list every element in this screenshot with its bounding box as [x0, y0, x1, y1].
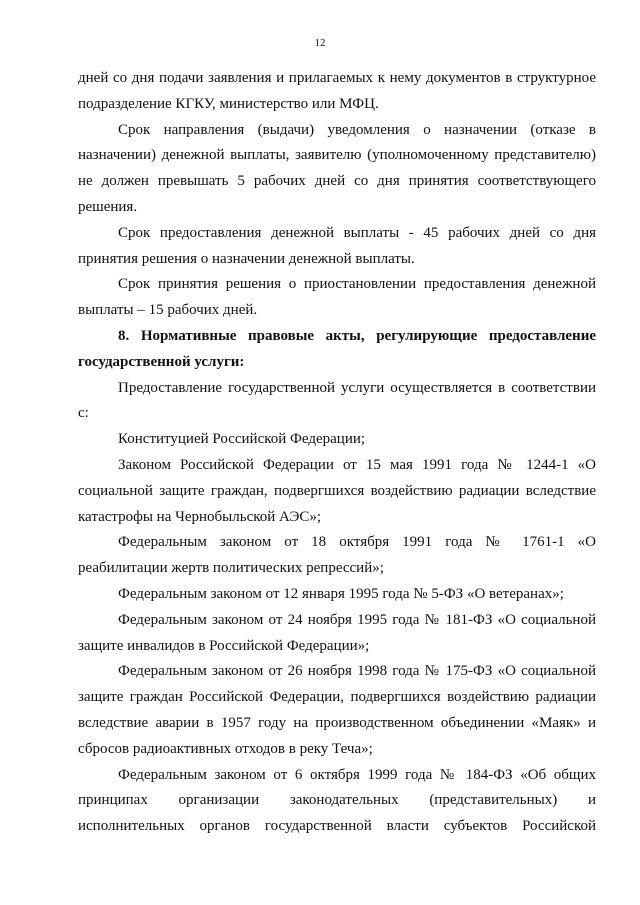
- paragraph-provided-according: Предоставление государственной услуги осуществляется в соответствии с:: [78, 379, 596, 422]
- list-item-law-1244-1: Законом Российской Федерации от 15 мая 1991 года № 1244-1 «О социальной защите граждан, подвергшихся воздействию радиации вследствие катастрофы на Чернобыльской АЭС»;: [78, 456, 596, 525]
- list-item-law-5-fz: Федеральным законом от 12 января 1995 года № 5-ФЗ «О ветеранах»;: [118, 585, 564, 602]
- paragraph-suspension-deadline: Срок принятия решения о приостановлении предоставления денежной выплаты – 15 рабочих дней.: [78, 276, 596, 319]
- list-item-law-181-fz: Федеральным законом от 24 ноября 1995 года № 181-ФЗ «О социальной защите инвалидов в Российской Федерации»;: [78, 611, 596, 654]
- list-item-law-1761-1: Федеральным законом от 18 октября 1991 года № 1761-1 «О реабилитации жертв политических репрессий»;: [78, 534, 596, 577]
- section-heading-regulatory-acts: 8. Нормативные правовые акты, регулирующие предоставление государственной услуги:: [78, 327, 596, 370]
- list-item-law-184-fz: Федеральным законом от 6 октября 1999 года № 184-ФЗ «Об общих принципах организации законодательных (представительных) и исполнительных органов государственной власти субъектов Российской: [78, 766, 596, 835]
- paragraph-notification-deadline: Срок направления (выдачи) уведомления о назначении (отказе в назначении) денежной выплаты, заявителю (уполномоченному представителю) не должен превышать 5 рабочих дней со дня принятия соответствующего решения.: [78, 121, 596, 215]
- paragraph-continuation: дней со дня подачи заявления и прилагаемых к нему документов в структурное подразделение КГКУ, министерство или МФЦ.: [78, 70, 596, 112]
- page-number: 12: [314, 37, 326, 49]
- paragraph-payment-deadline: Срок предоставления денежной выплаты - 45 рабочих дней со дня принятия решения о назначении денежной выплаты.: [78, 224, 596, 267]
- document-body: [78, 66, 596, 840]
- list-item-constitution: Конституцией Российской Федерации;: [118, 431, 366, 448]
- list-item-law-175-fz: Федеральным законом от 26 ноября 1998 года № 175-ФЗ «О социальной защите граждан Российской Федерации, подвергшихся воздействию радиации вследствие аварии в 1957 году на производственном объединении «Маяк» и сбросов радиоактивных отходов в реку Теча»;: [78, 663, 596, 757]
